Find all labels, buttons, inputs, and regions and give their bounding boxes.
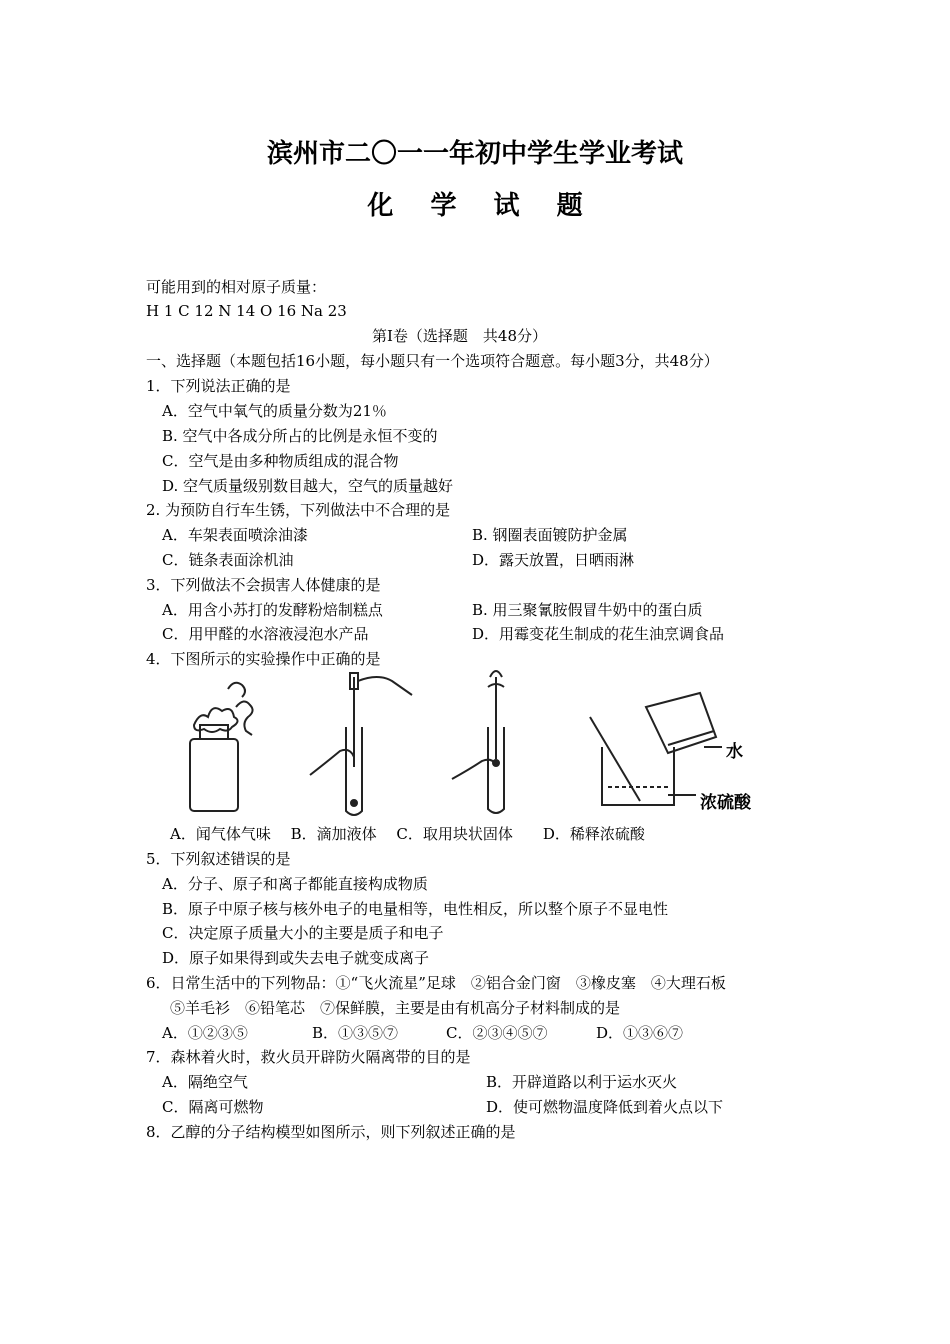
smell-gas-illustration: [190, 683, 253, 811]
q1-stem: 1．下列说法正确的是: [146, 377, 291, 395]
q5-option-a: A．分子、原子和离子都能直接构成物质: [162, 875, 428, 893]
q5-option-c: C．决定原子质量大小的主要是质子和电子: [162, 924, 444, 942]
q3-option-b: B. 用三聚氰胺假冒牛奶中的蛋白质: [472, 601, 703, 619]
q2-option-c: C．链条表面涂机油: [162, 551, 294, 569]
lab-operations-figure: [170, 667, 780, 819]
atomic-mass-values: H 1 C 12 N 14 O 16 Na 23: [146, 302, 347, 320]
q2-option-b: B. 钢圈表面镀防护金属: [472, 526, 628, 544]
q3-option-d: D．用霉变花生制成的花生油烹调食品: [472, 625, 725, 643]
q5-option-d: D．原子如果得到或失去电子就变成离子: [162, 949, 430, 967]
q5-stem: 5．下列叙述错误的是: [146, 850, 291, 868]
exam-title: 滨州市二〇一一年初中学生学业考试: [266, 139, 683, 169]
q7-option-a: A．隔绝空气: [162, 1073, 248, 1091]
q8-stem: 8．乙醇的分子结构模型如图所示，则下列叙述正确的是: [146, 1123, 516, 1141]
q4-stem: 4．下图所示的实验操作中正确的是: [146, 650, 381, 668]
q7-option-b: B．开辟道路以利于运水灭火: [486, 1073, 678, 1091]
atomic-mass-label: 可能用到的相对原子质量：: [146, 278, 327, 296]
q7-option-d: D．使可燃物温度降低到着火点以下: [486, 1098, 724, 1116]
q6-option-c: C．②③④⑤⑦: [446, 1024, 548, 1042]
figure-label-water: 水: [726, 742, 743, 762]
drop-liquid-illustration: [310, 673, 412, 815]
section-heading: 第Ⅰ卷（选择题 共48分）: [372, 327, 548, 345]
q2-stem: 2. 为预防自行车生锈，下列做法中不合理的是: [146, 501, 451, 519]
q3-option-c: C．用甲醛的水溶液浸泡水产品: [162, 625, 369, 643]
section-instruction: 一、选择题（本题包括16小题，每小题只有一个选项符合题意。每小题3分，共48分）: [146, 352, 719, 370]
q6-stem: 6．日常生活中的下列物品：①“飞火流星”足球 ②铝合金门窗 ③橡皮塞 ④大理石板: [146, 974, 726, 992]
exam-subtitle: 化 学 试 题: [367, 191, 597, 221]
q3-stem: 3．下列做法不会损害人体健康的是: [146, 576, 381, 594]
q6-option-b: B．①③⑤⑦: [312, 1024, 399, 1042]
q7-option-c: C．隔离可燃物: [162, 1098, 264, 1116]
q5-option-b: B．原子中原子核与核外电子的电量相等，电性相反，所以整个原子不显电性: [162, 900, 669, 918]
figure-label-acid: 浓硫酸: [700, 793, 751, 813]
q6-stem-continued: ⑤羊毛衫 ⑥铅笔芯 ⑦保鲜膜，主要是由有机高分子材料制成的是: [170, 999, 621, 1017]
q2-option-a: A．车架表面喷涂油漆: [162, 526, 308, 544]
q1-option-d: D. 空气质量级别数目越大，空气的质量越好: [162, 477, 454, 495]
q7-stem: 7．森林着火时，救火员开辟防火隔离带的目的是: [146, 1048, 471, 1066]
q1-option-a: A．空气中氧气的质量分数为21％: [162, 402, 387, 420]
q6-option-a: A．①②③⑤: [162, 1024, 248, 1042]
q3-option-a: A．用含小苏打的发酵粉焙制糕点: [162, 601, 383, 619]
q4-options: A．闻气体气味 B．滴加液体 C．取用块状固体 D．稀释浓硫酸: [170, 825, 645, 843]
q1-option-b: B. 空气中各成分所占的比例是永恒不变的: [162, 427, 438, 445]
add-solid-illustration: [452, 671, 504, 813]
q6-option-d: D．①③⑥⑦: [596, 1024, 684, 1042]
q1-option-c: C．空气是由多种物质组成的混合物: [162, 452, 399, 470]
q2-option-d: D．露天放置，日晒雨淋: [472, 551, 635, 569]
